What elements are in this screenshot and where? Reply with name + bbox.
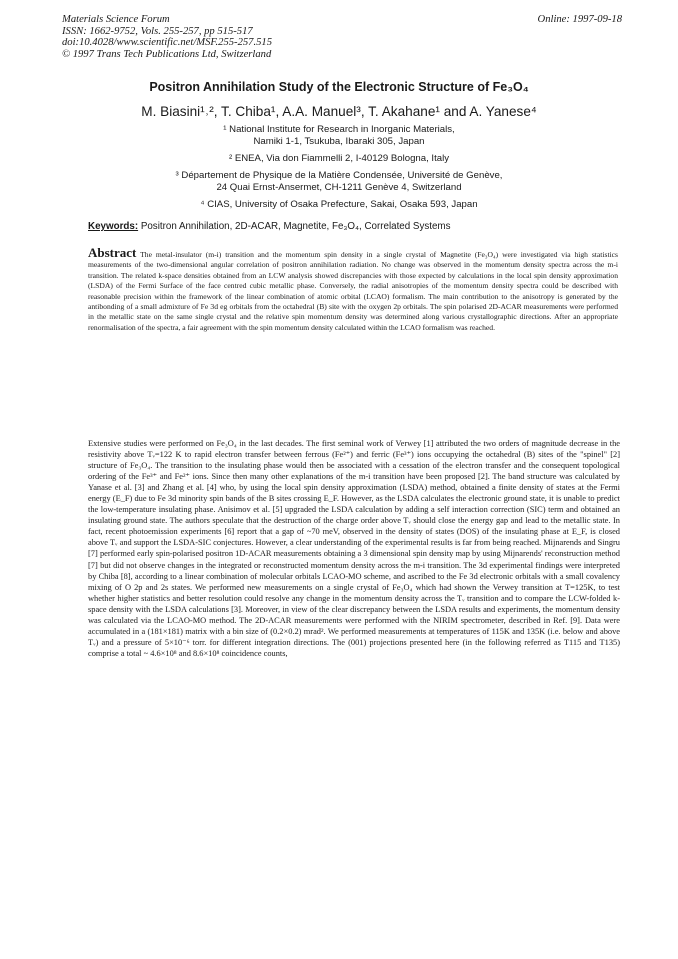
online-date: Online: 1997-09-18 (537, 14, 622, 25)
body-paragraph: Extensive studies were performed on Fe₃O₄ in the last decades. The first seminal work of Verwey [1] attributed the two orders of magnitude decrease in the resistivity above Tᵥ=122 K to rapid electron transfer between ferrous (Fe²⁺) and ferric (Fe³⁺) ions occupying the octahedral (B) sites of the "spinel" [2] structure of Fe₃O₄. The transition to the insulating phase would then be associated with a cessation of the electron transfer and the consequent topological ordering of the Fe³⁺ and Fe²⁺ ions. Since then many other explanations of the m-i transition have been proposed [2]. The band structure was calculated by Yanase et al. [3] and Zhang et al. [4] who, by using the local spin density approximation (LSDA) method, obtained a finite density of states at the Fermi energy (E_F) due to Fe 3d minority spin bands of the B sites crossing E_F. However, as the LSDA calculates the electronic ground state, it is unable to predict the low-temperature insulating phase. Anisimov et al. [5] upgraded the LSDA calculation by adding a self interaction correction (SIC) term and obtained an insulating ground state. The authors speculate that the destruction of the charge order above Tᵥ should close the energy gap and lead to the metallic state. In fact, recent photoemission experiments [6] report that a gap of ~70 meV, observed in the density of states (DOS) of the insulating phase at E_F, is closed above Tᵥ and support the LSDA-SIC conjectures. However, a clear understanding of the experimental results is far from being reached. Mijnarends and Singru [7] performed early spin-polarised positron 1D-ACAR measurements obtaining a 3 dimensional spin density map by using Mijnarends' reconstruction method [7] but did not observe changes in the integrated or reconstructed momentum density across the m-i transition. The 3d experimental findings were interpreted by Chiba [8], according to a linear combination of molecular orbitals LCAO-MO scheme, and ascribed to the Fe 3d electronic orbitals with a small covalency mixing of O 2p and 2s states. We performed new measurements on a single crystal of Fe₃O₄ which had shown the Verwey transition at T=125K, to test whether higher statistics and better resolution could resolve any change in the momentum density across the Tᵥ transition and to compare the LCW-folded k-space density with the LSDA calculations [3]. Moreover, in view of the clear discrepancy between the LSDA results and experiments, the momentum density was calculated via the LCAO-MO method. The 2D-ACAR measurements were performed with the NIRIM spectrometer, described in Ref. [9]. Data were accumulated in a (181×181) matrix with a bin size of (0.2×0.2) mrad². We performed measurements at temperatures of 115K and 135K (i.e. below and above Tᵥ) and a pressure of 5×10⁻⁶ torr. for different integration directions. The (001) projections presented here (in the following referred as T115 and T135) comprise a total ~ 4.6×10⁸ and 8.6×10⁸ coincidence counts, (88, 439, 620, 658)
abstract-block (88, 245, 619, 333)
keywords-text: Positron Annihilation, 2D-ACAR, Magnetite, Fe₃O₄, Correlated Systems (140, 221, 451, 232)
copyright-line: © 1997 Trans Tech Publications Ltd, Switzerland (62, 48, 272, 60)
abstract-text: The metal-insulator (m-i) transition and the momentum spin density in a single crystal of Magnetite (Fe₃O₄) were investigated via high statistics measurements of the two-dimensional angular correlation of positron annihilation radiation. No change was observed in the momentum density spectra across the m-i transition. The related k-space densities obtained from an LCW analysis showed discrepancies with those expected by calculations in the local spin density approximation (LSDA) of the Fermi Surface of the face centred cubic metallic phase. Conversely, the radial anisotropies of the momentum density spectra could be described with reasonable precision within the framework of the linear combination of atomic orbital (LCAO) formalism. The main contribution to the anisotropy is generated by the antibonding of a small admixture of Fe 3d eg orbitals from the octahedral (B) site with the oxygen 2p orbitals. The spin polarised 2D-ACAR measurements were performed in the metallic state on the same single crystal and the relative spin momentum density was determined along various crystallographic directions. After an appropriate renormalisation of the spectra, a fair agreement with the spin momentum density calculated within the LCAO formalism was reached. (88, 250, 619, 332)
keywords-label: Keywords: (88, 221, 139, 232)
affiliation-4: ⁴ CIAS, University of Osaka Prefecture, Sakai, Osaka 593, Japan (200, 198, 478, 210)
paper-title: Positron Annihilation Study of the Electronic Structure of Fe₃O₄ (149, 80, 529, 94)
abstract-heading: Abstract (88, 245, 137, 260)
issn-line: ISSN: 1662-9752, Vols. 255-257, pp 515-517 (62, 25, 253, 37)
publication-header (62, 14, 622, 60)
doi-link[interactable]: doi:10.4028/www.scientific.net/MSF.255-257.515 (62, 37, 272, 49)
affiliation-1: ¹ National Institute for Research in Inorganic Materials, Namiki 1-1, Tsukuba, Ibaraki 305, Japan (223, 124, 455, 148)
author-list: M. Biasini¹˒², T. Chiba¹, A.A. Manuel³, T. Akahane¹ and A. Yanese⁴ (141, 104, 537, 119)
affiliations (60, 124, 618, 215)
affiliation-3: ³ Département de Physique de la Matière Condensée, Université de Genève, 24 Quai Ernst-Ansermet, CH-1211 Genève 4, Switzerland (175, 169, 503, 193)
affiliation-2: ² ENEA, Via don Fiammelli 2, I-40129 Bologna, Italy (228, 153, 450, 164)
journal-name: Materials Science Forum (62, 14, 170, 25)
keywords-line (88, 221, 618, 232)
